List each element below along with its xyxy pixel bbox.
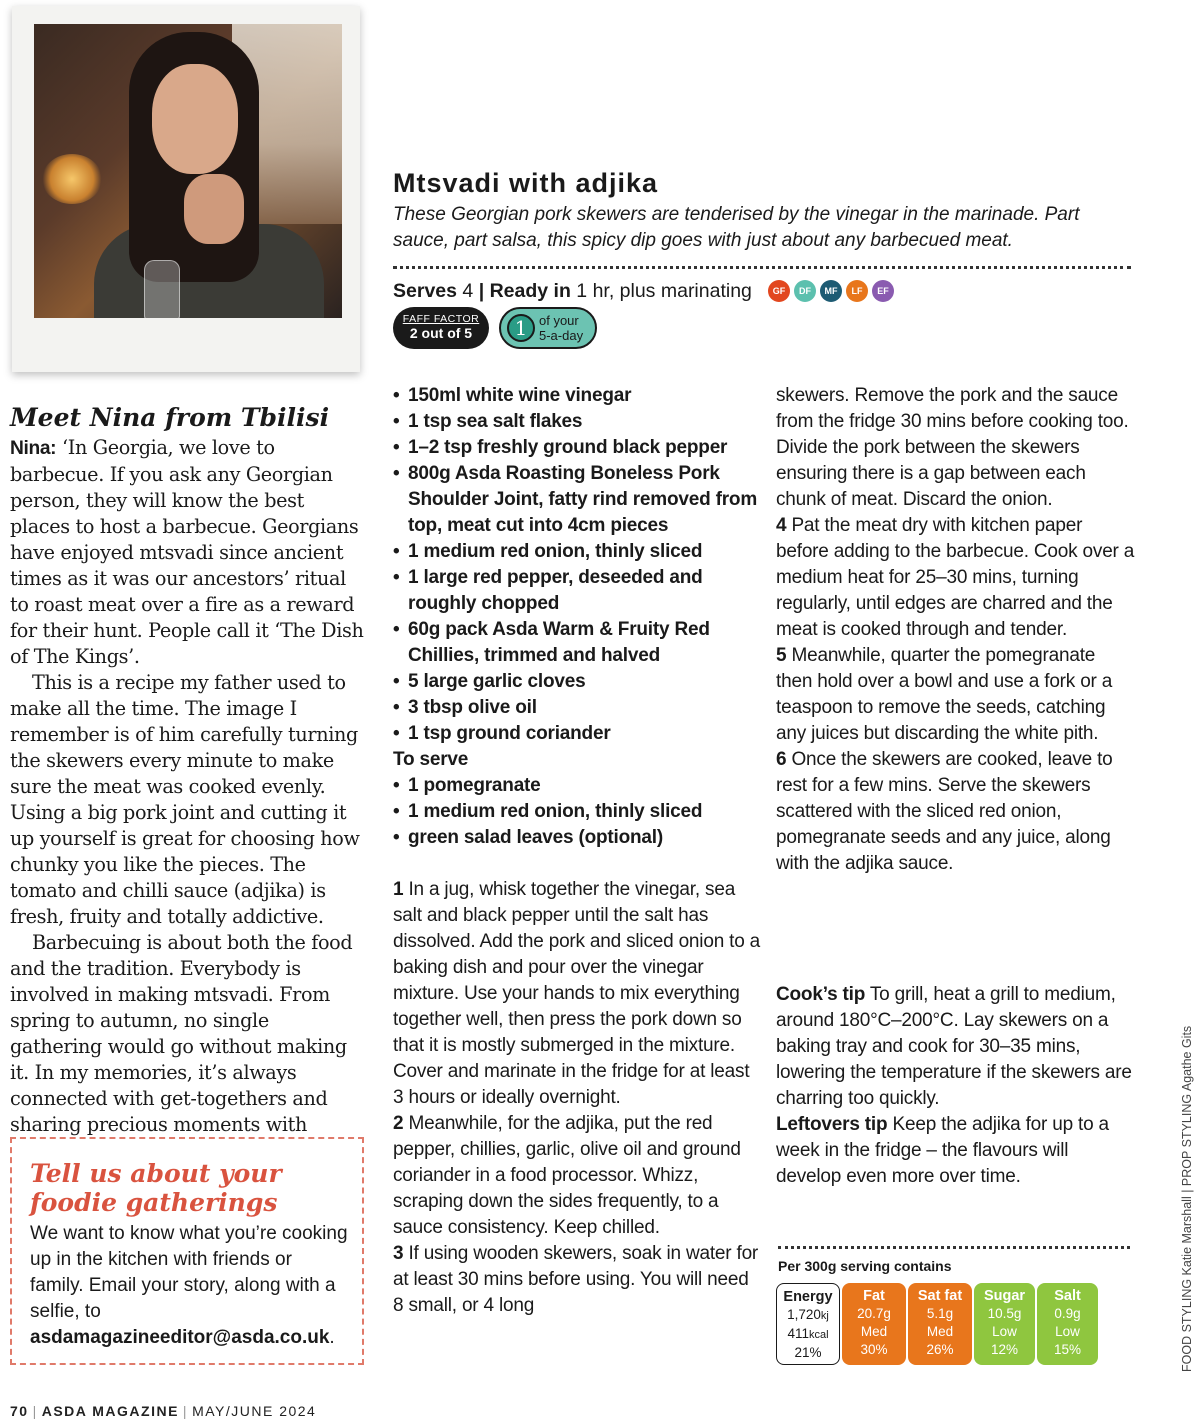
faff-value: 2 out of 5: [409, 325, 473, 341]
ingredient-item: • 1 large red pepper, deseeded and roughly chopped: [393, 565, 763, 617]
five-a-day-text-1: of your: [539, 313, 579, 328]
serve-item: • 1 pomegranate: [393, 773, 763, 799]
meet-paragraph-1: ‘In Georgia, we love to barbecue. If you ask any Georgian person, they will know the best places to host a barbecue. Georgians have enjoyed mtsvadi since ancient times as it was our ancestors’ ritual to roast meat over a fire as a reward for their hunt. People call it ‘The Dish of The Kings’.: [10, 436, 364, 668]
step-number: 1: [393, 879, 404, 900]
five-a-day-text-2: 5-a-day: [539, 328, 584, 343]
tell-us-body: [30, 1221, 350, 1351]
styling-credits: FOOD STYLING Katie Marshall | PROP STYLING Agathe Gits: [1180, 1025, 1194, 1372]
energy-kcal: 411: [787, 1326, 809, 1341]
faff-label: FAFF FACTOR: [402, 313, 480, 325]
nutrition-label: Per 300g serving contains: [778, 1258, 952, 1274]
nutrition-panel: [776, 1283, 1098, 1365]
energy-kj: 1,720: [787, 1307, 821, 1322]
editor-email-link[interactable]: asdamagazineeditor@asda.co.uk: [30, 1327, 330, 1348]
energy-kcal-unit: kcal: [808, 1329, 829, 1341]
method-step-5: [776, 643, 1136, 747]
ingredient-item: • 5 large garlic cloves: [393, 669, 763, 695]
polaroid-frame: [12, 6, 360, 372]
energy-percent: 21%: [794, 1345, 822, 1360]
step-number: 4: [776, 515, 787, 536]
leftovers-tip-label: Leftovers tip: [776, 1114, 888, 1135]
salt-heading: Salt: [1054, 1288, 1081, 1304]
satfat-value: 5.1g: [926, 1306, 954, 1321]
serves-line: [393, 280, 752, 303]
sugar-heading: Sugar: [983, 1288, 1026, 1304]
salt-percent: 15%: [1053, 1342, 1082, 1357]
five-a-day-badge: [499, 307, 597, 349]
recipe-title: Mtsvadi with adjika: [393, 168, 659, 198]
step-number: 5: [776, 645, 787, 666]
step-text: In a jug, whisk together the vinegar, sea salt and black pepper until the salt has dissolved. Add the pork and sliced onion to a baking dish and pour over the vinegar mixture. Use your hands to mix everything together well, then press the pork down so that it is mostly submerged in the mixture. Cover and marinate in the fridge for at least 3 hours or ideally overnight.: [393, 879, 761, 1108]
salt-value: 0.9g: [1054, 1306, 1081, 1321]
ingredient-item: • 1 tsp ground coriander: [393, 721, 763, 747]
method-step-3: [393, 1241, 763, 1319]
leftovers-tip: [776, 1112, 1136, 1190]
method-step-3-cont: skewers. Remove the pork and the sauce from the fridge 30 mins before cooking too. Divide the pork between the skewers ensuring there is a gap between each chunk of meat. Discard the onion.: [776, 385, 1129, 510]
energy-heading: Energy: [783, 1289, 833, 1305]
magazine-name: ASDA MAGAZINE: [41, 1403, 179, 1419]
step-text: Pat the meat dry with kitchen paper before adding to the barbecue. Cook over a medium heat for 25–30 mins, turning regularly, until edges are charred and the meat is cooked through and tender.: [776, 515, 1135, 640]
leftovers-tip-text: Keep the adjika for up to a week in the fridge – the flavours will develop even more over time.: [776, 1114, 1109, 1187]
meet-paragraph-3: Barbecuing is about both the food and the tradition. Everybody is involved in making mtsvadi. From spring to autumn, no single gathering would go without making it. In my memories, it’s always connected with get-togethers and sharing precious moments with: [10, 931, 353, 1136]
page-number: 70: [10, 1403, 29, 1419]
page-footer: 70 | ASDA MAGAZINE | MAY/JUNE 2024: [10, 1403, 317, 1419]
to-serve-heading: To serve: [393, 749, 469, 770]
satfat-percent: 26%: [926, 1342, 954, 1357]
diet-badge-ef: EF: [872, 280, 894, 302]
ready-value: 1: [576, 280, 588, 302]
energy-kj-unit: kj: [820, 1310, 829, 1322]
diet-badge-lf: LF: [846, 280, 868, 302]
five-a-day-number: 1: [507, 314, 535, 342]
diet-badge-gf: GF: [768, 280, 790, 302]
divider: [778, 1246, 1130, 1249]
tell-us-title: Tell us about your foodie gatherings: [30, 1159, 282, 1217]
ingredient-item: • 1 tsp sea salt flakes: [393, 409, 763, 435]
ingredient-item: • 150ml white wine vinegar: [393, 383, 763, 409]
step-number: 3: [393, 1243, 404, 1264]
step-text: Meanwhile, for the adjika, put the red pepper, chillies, garlic, olive oil and ground coriander in a food processor. Whizz, scraping down the sides frequently, to a sauce consistency. Keep chilled.: [393, 1113, 741, 1238]
serve-item: • 1 medium red onion, thinly sliced: [393, 799, 763, 825]
issue-date: MAY/JUNE 2024: [192, 1403, 317, 1419]
cooks-tip-label: Cook’s tip: [776, 984, 866, 1005]
method-column-2: [776, 383, 1136, 877]
step-text: Once the skewers are cooked, leave to rest for a few mins. Serve the skewers scattered with the sliced red onion, pomegranate seeds and any juice, along with the adjika sauce.: [776, 749, 1113, 874]
recipe-description: These Georgian pork skewers are tenderised by the vinegar in the marinade. Part sauce, part salsa, this spicy dip goes with just about any barbecued meat.: [393, 204, 1080, 251]
fat-value: 20.7g: [857, 1306, 891, 1321]
ready-rest: hr, plus marinating: [592, 280, 752, 302]
portrait-photo: [34, 24, 342, 318]
tell-us-end: .: [329, 1327, 335, 1348]
tell-us-text: We want to know what you’re cooking up in the kitchen with friends or family. Email your story, along with a selfie, to: [30, 1223, 348, 1322]
serves-value: 4: [462, 280, 474, 302]
step-number: 2: [393, 1113, 404, 1134]
divider: [393, 266, 1131, 269]
salt-cell: [1037, 1283, 1098, 1365]
method-column-1: [393, 877, 763, 1319]
diet-badges: [768, 280, 894, 302]
tell-us-box: [10, 1137, 364, 1365]
sugar-cell: [974, 1283, 1035, 1365]
cooks-tip: [776, 982, 1136, 1112]
meet-body: [10, 435, 366, 1164]
meet-paragraph-2: This is a recipe my father used to make all the time. The image I remember is of him carefully turning the skewers every minute to make sure the meat was cooked evenly. Using a big pork joint and cutting it up yourself is great for choosing how chunky you like the pieces. The tomato and chilli sauce (adjika) is fresh, fruity and totally addictive.: [10, 671, 360, 928]
satfat-heading: Sat fat: [917, 1288, 963, 1304]
serve-item: • green salad leaves (optional): [393, 825, 763, 851]
method-step-1: [393, 877, 763, 1111]
fat-percent: 30%: [860, 1342, 888, 1357]
fat-level: Med: [860, 1324, 888, 1339]
salt-level: Low: [1055, 1324, 1080, 1339]
ingredient-item: • 800g Asda Roasting Boneless Pork Shoulder Joint, fatty rind removed from top, meat cut into 4cm pieces: [393, 461, 763, 539]
method-step-4: [776, 513, 1136, 643]
serves-label: Serves: [393, 280, 457, 302]
satfat-cell: [908, 1283, 972, 1365]
method-step-2: [393, 1111, 763, 1241]
cooks-tip-text: To grill, heat a grill to medium, around 180°C–200°C. Lay skewers on a baking tray and cook for 30–35 mins, lowering the temperature if the skewers are charring too quickly.: [776, 984, 1132, 1109]
sugar-level: Low: [992, 1324, 1017, 1339]
step-text: Meanwhile, quarter the pomegranate then hold over a bowl and use a fork or a teaspoon to remove the seeds, catching any juices but discarding the white pith.: [776, 645, 1113, 744]
diet-badge-df: DF: [794, 280, 816, 302]
satfat-level: Med: [926, 1324, 954, 1339]
fat-cell: [842, 1283, 906, 1365]
step-text: If using wooden skewers, soak in water for at least 30 mins before using. You will need 8 small, or 4 long: [393, 1243, 759, 1316]
ingredient-item: • 1 medium red onion, thinly sliced: [393, 539, 763, 565]
sugar-percent: 12%: [990, 1342, 1019, 1357]
faff-factor-badge: [393, 307, 489, 349]
energy-cell: [776, 1283, 840, 1365]
serves-separator: |: [478, 280, 485, 302]
meet-title: Meet Nina from Tbilisi: [10, 403, 330, 432]
ingredient-item: • 60g pack Asda Warm & Fruity Red Chillies, trimmed and halved: [393, 617, 763, 669]
method-step-6: [776, 747, 1136, 877]
step-number: 6: [776, 749, 787, 770]
sugar-value: 10.5g: [987, 1306, 1022, 1321]
ready-label: Ready in: [489, 280, 571, 302]
ingredient-item: • 1–2 tsp freshly ground black pepper: [393, 435, 763, 461]
ingredient-item: • 3 tbsp olive oil: [393, 695, 763, 721]
diet-badge-mf: MF: [820, 280, 842, 302]
meet-lead: Nina:: [10, 438, 57, 459]
fat-heading: Fat: [863, 1288, 885, 1304]
ingredients-list: [393, 383, 763, 851]
tips: [776, 982, 1136, 1190]
